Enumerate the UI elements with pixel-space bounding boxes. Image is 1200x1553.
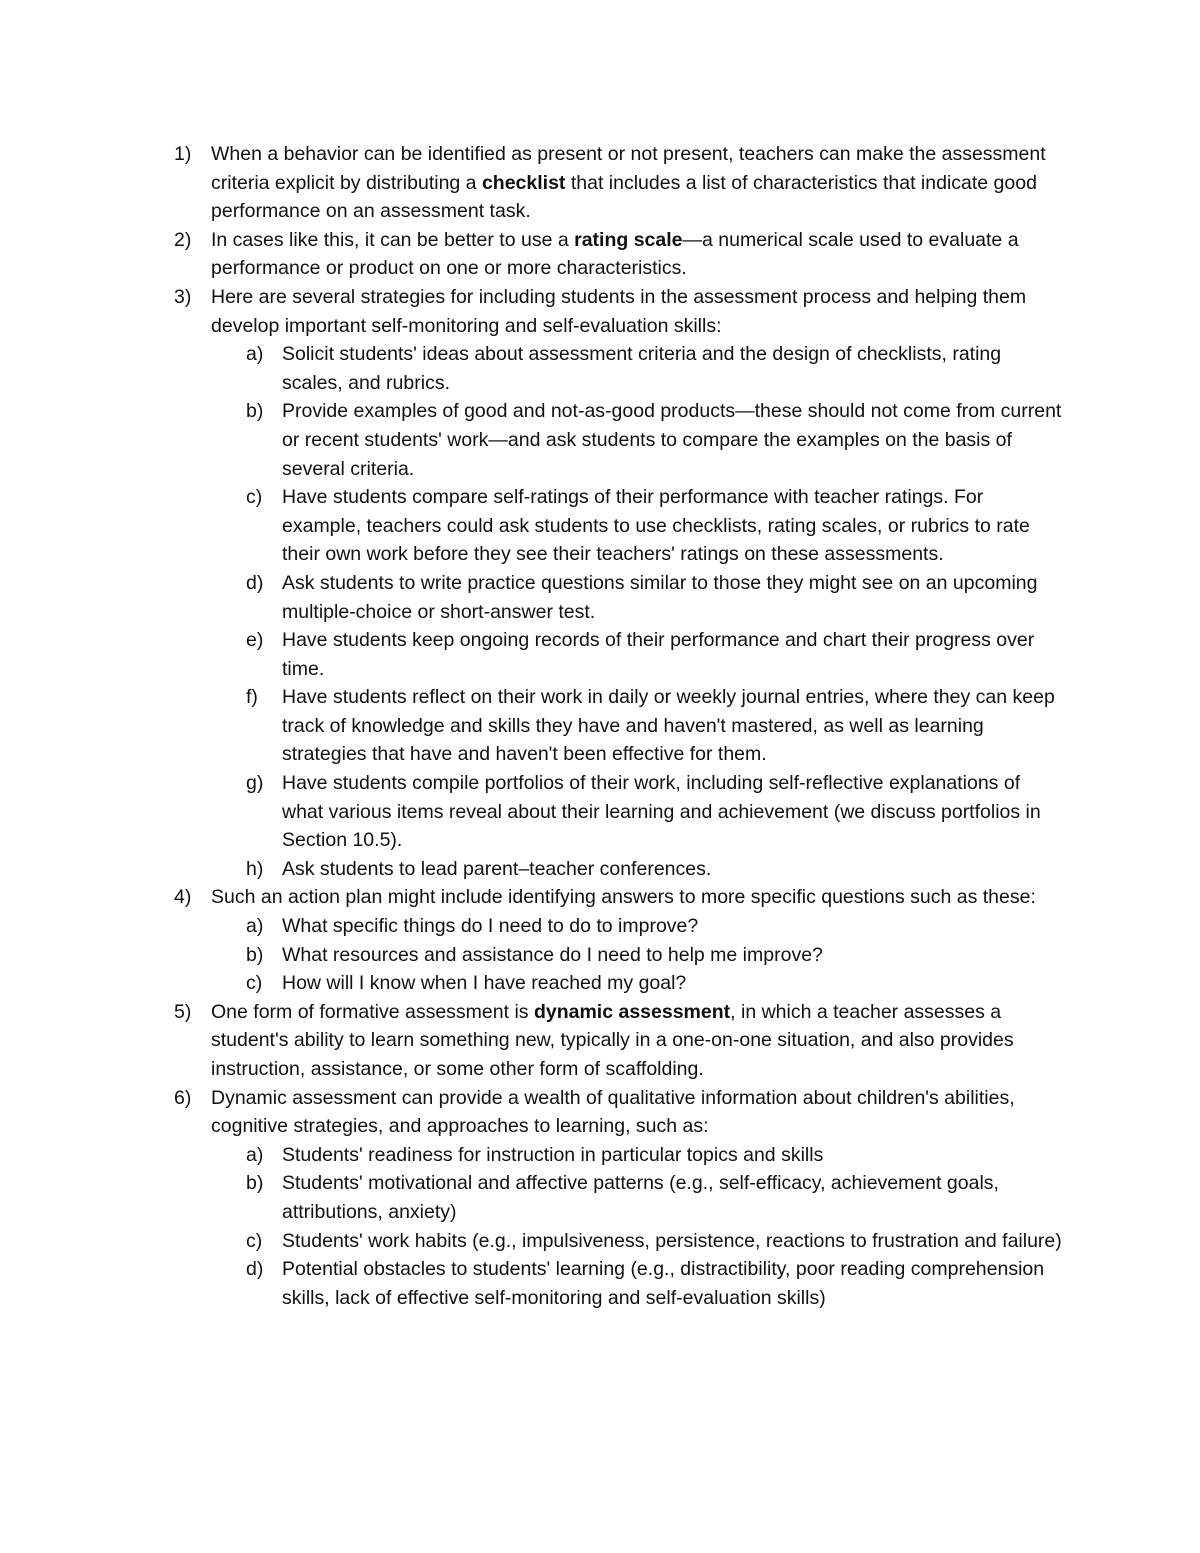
sub-list-item bbox=[0, 769, 1062, 855]
document-body bbox=[0, 140, 1200, 1312]
list-marker: g) bbox=[246, 772, 264, 795]
list-marker: c) bbox=[246, 486, 263, 509]
text-segment: Have students compare self-ratings of their performance with teacher ratings. For example, teachers could ask students to use checklists, rating scales, or rubrics to rate their own work before they see their teachers' ratings on these assessments. bbox=[282, 486, 1030, 566]
list-marker: b) bbox=[246, 400, 264, 423]
list-marker: b) bbox=[246, 1172, 264, 1195]
list-marker: 5) bbox=[174, 1000, 192, 1023]
sub-list-item bbox=[0, 340, 1062, 397]
bold-term: checklist bbox=[481, 171, 566, 194]
text-segment: In cases like this, it can be better to use a bbox=[211, 228, 575, 251]
text-segment: —a numerical scale used to evaluate a performance or product on one or more characteristics. bbox=[211, 228, 1019, 280]
text-segment: Ask students to lead parent–teacher conferences. bbox=[282, 857, 712, 880]
list-marker: 4) bbox=[174, 886, 192, 909]
sub-list-item bbox=[0, 912, 1062, 941]
list-marker: 2) bbox=[174, 228, 192, 251]
sub-list-item bbox=[0, 397, 1062, 483]
text-segment: , in which a teacher assesses a student's ability to learn something new, typically in a one-on-one situation, and also provides instruction, assistance, or some other form of scaffolding. bbox=[211, 1000, 1014, 1080]
bold-term: rating scale bbox=[574, 228, 683, 251]
list-item bbox=[0, 283, 1061, 340]
list-marker: d) bbox=[246, 1258, 264, 1281]
list-marker: a) bbox=[246, 915, 264, 938]
sub-list-item bbox=[0, 626, 1062, 683]
list-marker: d) bbox=[246, 571, 264, 594]
text-segment: Here are several strategies for including students in the assessment process and helping them develop important self-monitoring and self-evaluation skills: bbox=[211, 285, 1027, 337]
text-segment: Provide examples of good and not-as-good products—these should not come from current or recent students' work—and ask students to compare the examples on the basis of several criteria. bbox=[282, 400, 1062, 480]
text-segment: How will I know when I have reached my goal? bbox=[282, 972, 687, 995]
sub-list-item bbox=[0, 683, 1062, 769]
list-marker: c) bbox=[246, 972, 263, 995]
list-item bbox=[0, 998, 1061, 1084]
list-item bbox=[0, 883, 1061, 912]
list-marker: 6) bbox=[174, 1086, 192, 1109]
list-item bbox=[0, 140, 1061, 226]
text-segment: Have students compile portfolios of their work, including self-reflective explanations of what various items reveal about their learning and achievement (we discuss portfolios in Section 10.5). bbox=[282, 772, 1041, 852]
text-segment: Dynamic assessment can provide a wealth of qualitative information about children's abilities, cognitive strategies, and approaches to learning, such as: bbox=[211, 1086, 1015, 1138]
list-item bbox=[0, 1084, 1061, 1141]
list-marker: b) bbox=[246, 943, 264, 966]
list-marker: e) bbox=[246, 629, 264, 652]
sub-list-item bbox=[0, 855, 1062, 884]
list-marker: 1) bbox=[174, 143, 192, 165]
text-segment: Solicit students' ideas about assessment criteria and the design of checklists, rating scales, and rubrics. bbox=[282, 343, 1002, 394]
text-segment: Students' work habits (e.g., impulsiveness, persistence, reactions to frustration and failure) bbox=[282, 1229, 1062, 1252]
sub-list-item bbox=[0, 1169, 1062, 1226]
text-segment: that includes a list of characteristics that indicate good performance on an assessment task. bbox=[211, 171, 1037, 223]
list-item bbox=[0, 226, 1061, 283]
list-marker: h) bbox=[246, 857, 264, 880]
text-segment: What specific things do I need to do to improve? bbox=[282, 915, 699, 938]
sub-list-item bbox=[0, 569, 1062, 626]
text-segment: What resources and assistance do I need to help me improve? bbox=[282, 943, 823, 966]
text-segment: Ask students to write practice questions similar to those they might see on an upcoming multiple-choice or short-answer test. bbox=[282, 571, 1038, 623]
bold-term: dynamic assessment bbox=[533, 1000, 731, 1023]
sub-list-item bbox=[0, 969, 1062, 998]
text-segment: Potential obstacles to students' learning (e.g., distractibility, poor reading comprehension skills, lack of effective self-monitoring and self-evaluation skills) bbox=[282, 1258, 1045, 1309]
text-segment: One form of formative assessment is bbox=[211, 1000, 534, 1023]
list-marker: a) bbox=[246, 1143, 264, 1166]
list-marker: 3) bbox=[174, 285, 192, 308]
sub-list-item bbox=[0, 1227, 1062, 1256]
list-marker: a) bbox=[246, 343, 264, 366]
sub-list-item bbox=[0, 941, 1062, 970]
sub-list-item bbox=[0, 483, 1062, 569]
text-segment: When a behavior can be identified as present or not present, teachers can make the assessment criteria explicit by distributing a bbox=[211, 143, 1046, 194]
text-segment: Have students reflect on their work in daily or weekly journal entries, where they can keep track of knowledge and skills they have and haven't mastered, as well as learning strategies that have and haven't been effective for them. bbox=[282, 686, 1055, 766]
text-segment: Students' readiness for instruction in particular topics and skills bbox=[282, 1143, 824, 1166]
sub-list-item bbox=[0, 1141, 1062, 1170]
text-segment: Students' motivational and affective patterns (e.g., self-efficacy, achievement goals, attributions, anxiety) bbox=[282, 1172, 999, 1223]
list-marker: c) bbox=[246, 1229, 263, 1252]
text-segment: Such an action plan might include identifying answers to more specific questions such as these: bbox=[211, 886, 1036, 909]
sub-list-item bbox=[0, 1255, 1062, 1312]
list-marker: f) bbox=[246, 686, 258, 709]
text-segment: Have students keep ongoing records of their performance and chart their progress over time. bbox=[282, 629, 1035, 680]
